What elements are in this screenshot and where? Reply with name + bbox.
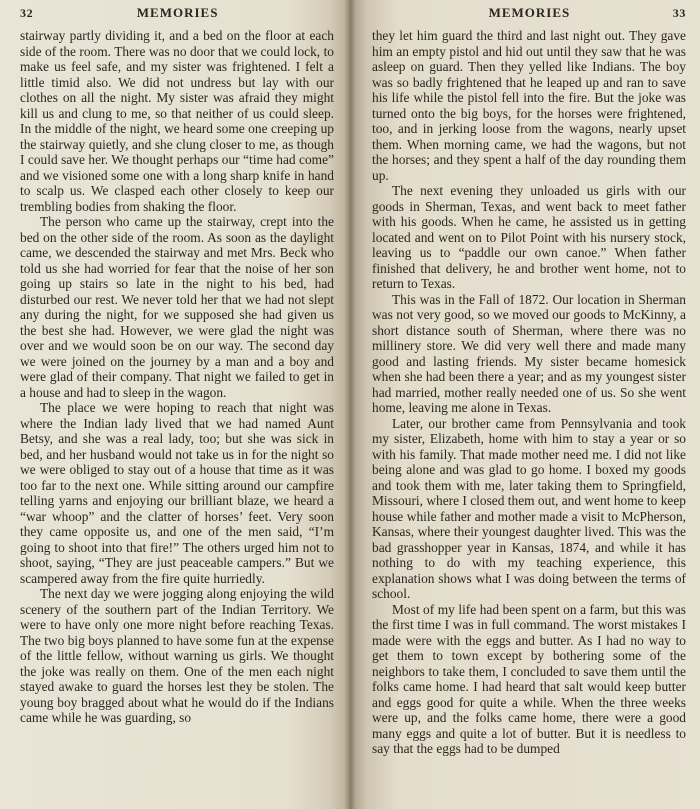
paragraph: The person who came up the stairway, crept into the bed on the other side of the room. As soon as the daylight came, we descended the stairway and met Mrs. Beck who told us she had worried for fear that the noise of her son going up stairs so late in the night to his bed, had disturbed our rest. We never told her that we had not slept any during the night, for we supposed she had given us the best she had. However, we were glad the night was over and we would soon be on our way. The second day we were joined on the journey by a man and a boy and were glad of their company. That night we failed to get in a house and had to sleep in the wagon. [20, 214, 334, 400]
paragraph: Later, our brother came from Pennsylvania and took my sister, Elizabeth, home with him to stay a year or so with his family. That made mother need me. I did not like being alone and was glad to go home. I boxed my goods and took them with me, later taking them to Springfield, Missouri, where I closed them out, and went home to keep house while father and mother made a visit to McPherson, Kansas, where their youngest daughter lived. This was the bad grasshopper year in Kansas, 1874, and while it has nothing to do with my teaching experience, this explanation shows what I was doing between the terms of school. [372, 415, 686, 601]
paragraph: The place we were hoping to reach that night was where the Indian lady lived that we had named Aunt Betsy, and she was a real lady, too; but she was sick in bed, and her husband would not take us in for the night so we were obliged to stay out of a house that time as it was too far to the next one. While sitting around our campfire telling yarns and enjoying our brilliant blaze, we heard a “war whoop” and the clatter of horses’ feet. Very soon they came opposite us, and one of the men said, “I’m going to shoot into that fire!” The others urged him not to shoot, saying, “They are just peaceable campers.” But we scampered away from the fire quite hurriedly. [20, 400, 334, 586]
paragraph: The next day we were jogging along enjoying the wild scenery of the southern part of the Indian Territory. We were to have only one more night before reaching Texas. The two big boys planned to have some fun at the expense of the little fellow, without warning us girls. We thought the joke was really on them. One of the men each night stayed awake to guard the horses lest they be stolen. The young boy bragged about what he would do if the Indians came while he was guarding, so [20, 586, 334, 725]
paragraph: stairway partly dividing it, and a bed on the floor at each side of the room. There was no door that we could lock, to make us feel safe, and my sister was frightened. I felt a little timid also. We did not undress but lay with our clothes on all the night. My sister was afraid they might kill us and clung to me, so that neither of us could sleep. In the middle of the night, we heard some one creeping up the stairway quietly, and she clung closer to me, as though I could save her. We thought perhaps our “time had come” and we visioned some one with a long sharp knife in hand to scalp us. We clasped each other closely to keep our trembling bodies from shaking the floor. [20, 28, 334, 214]
paragraph: The next evening they unloaded us girls with our goods in Sherman, Texas, and went back to meet father with his goods. When he came, he assisted us in getting located and went on to Pilot Point with his nursery stock, leaving us to “paddle our own canoe.” When father finished that delivery, he and brother went home, not to return to Texas. [372, 183, 686, 291]
page-number: 33 [672, 6, 686, 20]
paragraph: This was in the Fall of 1872. Our location in Sherman was not very good, so we moved our goods to McKinny, a short distance south of Sherman, where there was no millinery store. We did very well there and made many good and lasting friends. My sister became homesick when she had been there a year; and as my youngest sister had married, mother really needed one of us. So she went home, leaving me alone in Texas. [372, 291, 686, 415]
left-page-body [20, 28, 340, 726]
right-page-body [370, 28, 686, 757]
right-page-header [370, 4, 686, 28]
paragraph: they let him guard the third and last night out. They gave him an empty pistol and hid out until they saw that he was asleep on guard. Then they yelled like Indians. The boy was so badly frightened that he leaped up and ran to save his life while the pistol fell into the fire. But the joke was turned onto the big boys, for the horses were frightened, too, and in jerking loose from the wagons, nearly upset them. When morning came, we had the wagons, but not the horses; and they spent a half of the day rounding them up. [372, 28, 686, 183]
right-page [350, 0, 700, 809]
page-number: 32 [20, 6, 34, 20]
running-head: MEMORIES [488, 5, 571, 20]
paragraph: Most of my life had been spent on a farm, but this was the first time I was in full command. The worst mistakes I made were with the eggs and butter. As I had no way to get them to town except by bothering some of the neighbors to take them, I concluded to save them until the folks came home. I had heard that salt would keep butter and eggs good for quite a while. When the three weeks were up, and the folks came home, there were a good many eggs and quite a lot of butter. But it is needless to say that the eggs had to be dumped [372, 601, 686, 756]
left-page-header [20, 4, 340, 28]
running-head: MEMORIES [136, 5, 219, 20]
